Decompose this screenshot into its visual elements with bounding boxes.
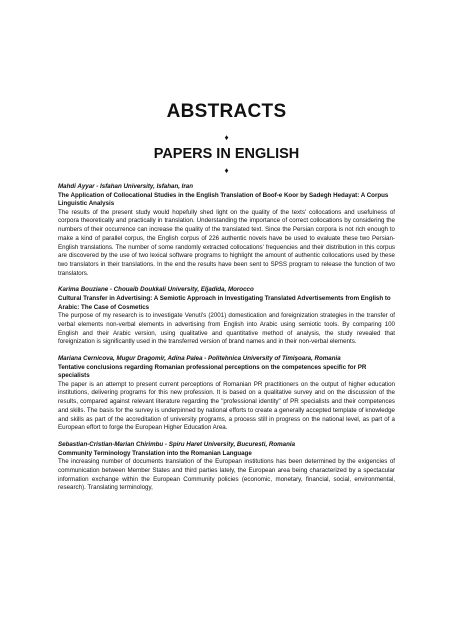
diamond-divider-icon: ♦	[224, 166, 229, 175]
abstracts-list	[58, 183, 395, 501]
abstract-entry	[58, 183, 395, 278]
diamond-divider-icon: ♦	[224, 133, 229, 142]
abstract-author: Karima Bouziane - Chouaib Doukkali University, Eljadida, Morocco	[58, 286, 254, 294]
page-title: ABSTRACTS	[166, 101, 287, 122]
abstract-entry	[58, 286, 395, 347]
abstract-body: The results of the present study would hopefully shed light on the quality of the texts' collocations and usefulness of corpora theoretically and practically in translation. Understanding the importance of correct collocations by considering the numbers of their occurrence can increase the quality of the translated text. Since the Persian corpora is not rich enough to make a kind of parallel corpus, the English corpus of 226 authentic novels have be used to evaluate these two Persian-English translations. The number of some randomly extracted collocations' frequencies and their distribution in this corpus are discovered by the use of two lexical software programs to highlight the amount of authentic collocations used by these two translators in their translations. In the end the results have been sent to SPSS program to release the function of two translators.	[58, 208, 395, 277]
abstract-title: The Application of Collocational Studies in the English Translation of Boof-e Koor by Sadegh Hedayat: A Corpus Linguistic Analysis	[58, 191, 389, 208]
abstract-author: Sebastian-Cristian-Marian Chirimbu - Spiru Haret University, Bucuresti, Romania	[58, 441, 296, 448]
abstract-body: The purpose of my research is to investigate Venuti's (2001) domestication and foreignization strategies in the transfer of verbal elements non-verbal elements in advertising from English into Arabic using semiotic tools. By comparing 100 English and their Arabic version, using qualitative and quantitative method of analysis, the study revealed that foreignization is significantly used in the transferred version of brand names and in their non-verbal elements.	[58, 312, 395, 346]
abstract-title: Community Terminology Translation into the Romanian Language	[58, 449, 252, 457]
abstract-title: Cultural Transfer in Advertising: A Semiotic Approach in Investigating Translated Advertisements from English to Arabic: The Case of Cosmetics	[58, 295, 391, 311]
abstract-body: The increasing number of documents translation of the European institutions has been determined by the exigencies of communication between Member States and third parties lately, the European area being characterized by a spectacular information exchange within the European Community policies (economic, monetary, financial, social, environmental, research). Translating terminology,	[58, 458, 395, 492]
section-subtitle: PAPERS IN ENGLISH	[153, 146, 300, 162]
abstract-author: Mariana Cernicova, Mugur Dragomir, Adina Palea - Politehnica University of Timişoara, Romania	[58, 355, 341, 362]
abstract-author: Mahdi Ayyar - Isfahan University, Isfahan, Iran	[58, 183, 194, 190]
abstract-entry	[58, 441, 395, 493]
abstract-body: The paper is an attempt to present current perceptions of Romanian PR practitioners on the output of higher education institutions, delivering programs for this new profession. It is based on a qualitative survey and on the discussion of the results, compared against relevant literature regarding the "professional identity" of PR specialists and their competences and skills. The basis for the survey is underpinned by national efforts to create a generally accepted template of knowledge and skills as part of the accreditation of university programs, a process still in progress on the national level, as part of a European effort to forge the European Higher Education Area.	[58, 380, 395, 432]
abstract-title: Tentative conclusions regarding Romanian professional perceptions on the competences specific for PR specialists	[58, 363, 367, 380]
abstract-entry	[58, 355, 395, 433]
